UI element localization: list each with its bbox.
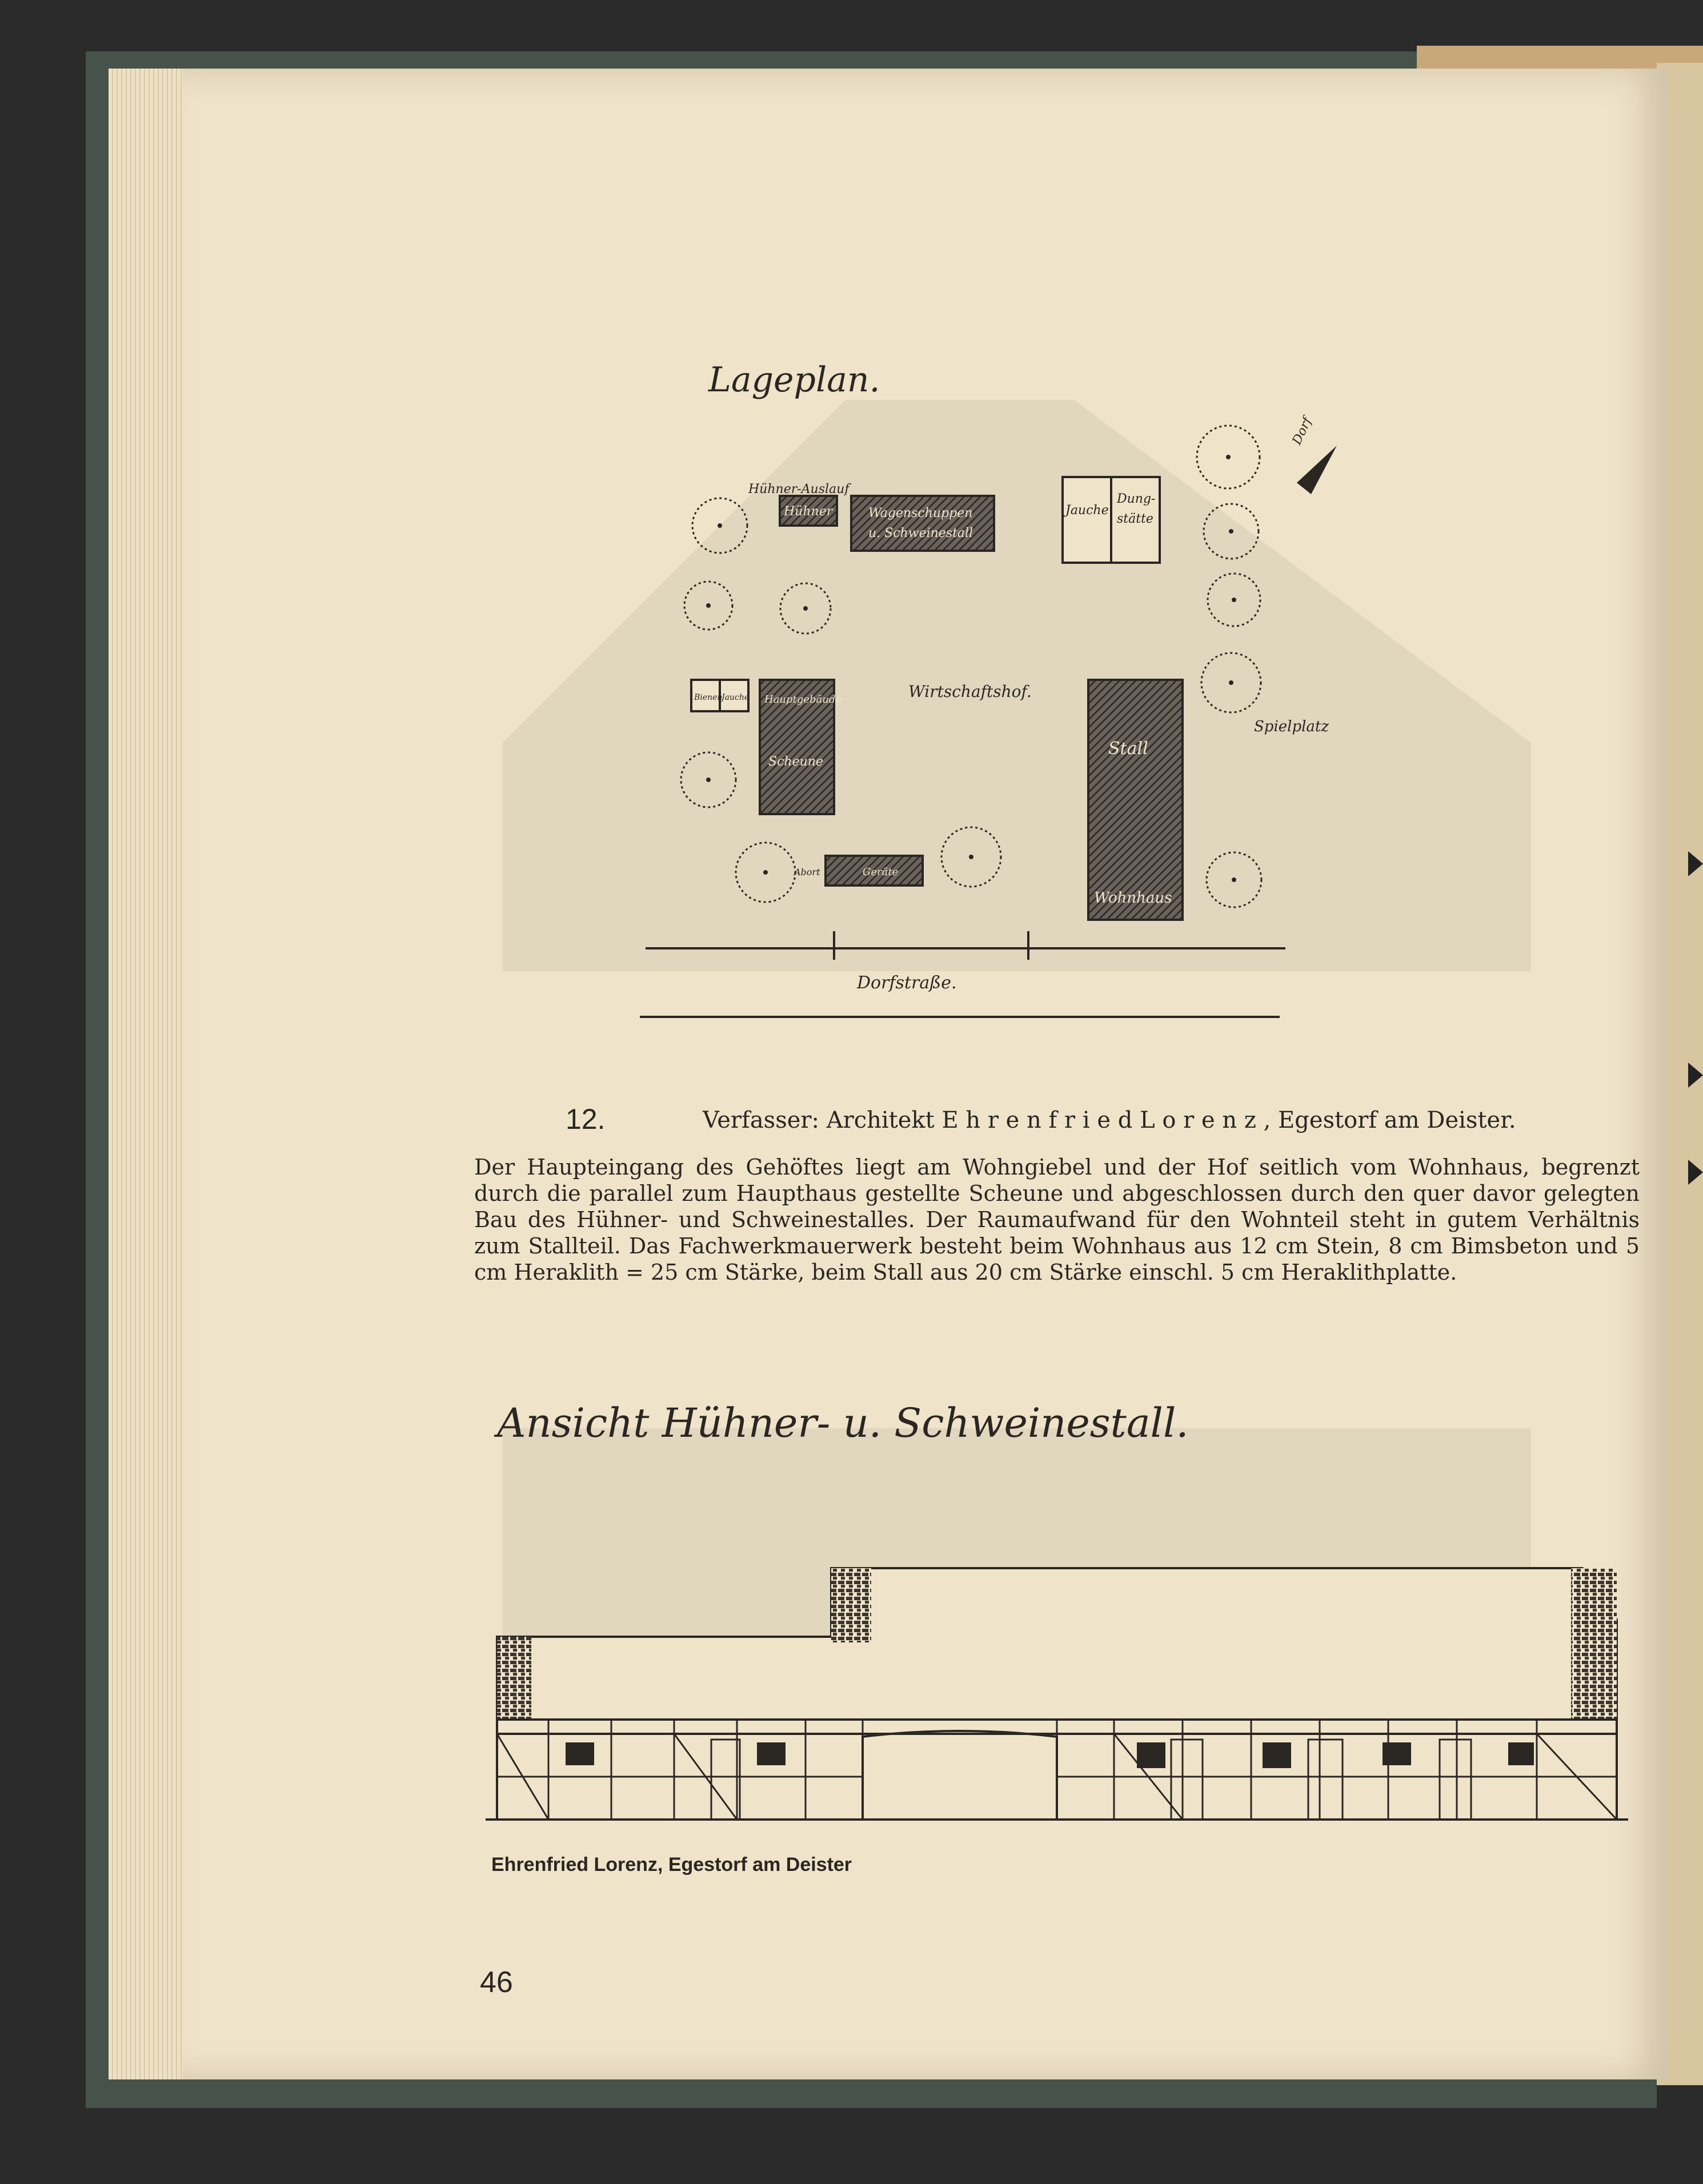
photo-credit: Ehrenfried Lorenz, Egestorf am Deister [491, 1854, 852, 1876]
label-wohnhaus: Wohnhaus [1094, 889, 1172, 907]
label-spielplatz: Spielplatz [1254, 718, 1329, 735]
label-scheune: Scheune [768, 755, 823, 769]
label-abort: Abort [794, 867, 820, 877]
page-marker-2 [1688, 1063, 1703, 1088]
site-plan [628, 411, 1343, 1028]
north-arrow [1297, 446, 1337, 494]
label-hauptgebaeude: Hauptgebäude [764, 694, 842, 706]
label-jauche-2: Jauche [722, 693, 750, 702]
label-dorfstrasse: Dorfstraße. [857, 973, 957, 993]
label-huehner: Hühner [784, 504, 833, 519]
label-staette: stätte [1117, 512, 1153, 526]
label-huehner-auslauf: Hühner-Auslauf [748, 482, 850, 496]
label-dung: Dung- [1117, 492, 1156, 506]
figure-number: 12. [566, 1103, 606, 1135]
label-schweinestall: u. Schweinestall [868, 526, 973, 540]
page-stack-edge [109, 69, 194, 2079]
figure-description: Der Haupteingang des Gehöftes liegt am Wohngiebel und der Hof seitlich vom Wohnhaus, begrenzt durch die parallel zum Haupthaus gestellte Scheune und abgeschlossen durch den quer davor gelegten Bau des Hühner- und Schweinestalles. Der Raumaufwand für den Wohnteil steht in gutem Verhältnis zum Stallteil. Das Fachwerkmauerwerk besteht beim Wohnhaus aus 12 cm Stein, 8 cm Bimsbeton und 5 cm Heraklith = 25 cm Stärke, beim Stall aus 20 cm Stärke einschl. 5 cm Heraklithplatte. [474, 1155, 1640, 1285]
label-dorf: Dorf [1289, 415, 1315, 447]
label-jauche: Jauche [1065, 503, 1109, 518]
page-number: 46 [480, 1966, 513, 1999]
page-marker-3 [1688, 1160, 1703, 1185]
figure-author: Verfasser: Architekt E h r e n f r i e d L o r e n z , Egestorf am Deister. [703, 1107, 1516, 1133]
site-plan-title: Lageplan. [708, 360, 880, 400]
label-wagenschuppen: Wagenschuppen [868, 506, 973, 520]
elevation-drawing [486, 1508, 1628, 1851]
page-marker-1 [1688, 851, 1703, 876]
elevation-title: Ansicht Hühner- u. Schweinestall. [497, 1400, 1189, 1446]
road [640, 931, 1285, 1017]
label-geraete: Geräte [863, 866, 899, 878]
label-wirtschaftshof: Wirtschaftshof. [908, 682, 1032, 701]
label-bienen: Bienen [694, 693, 723, 702]
label-stall: Stall [1108, 739, 1148, 759]
